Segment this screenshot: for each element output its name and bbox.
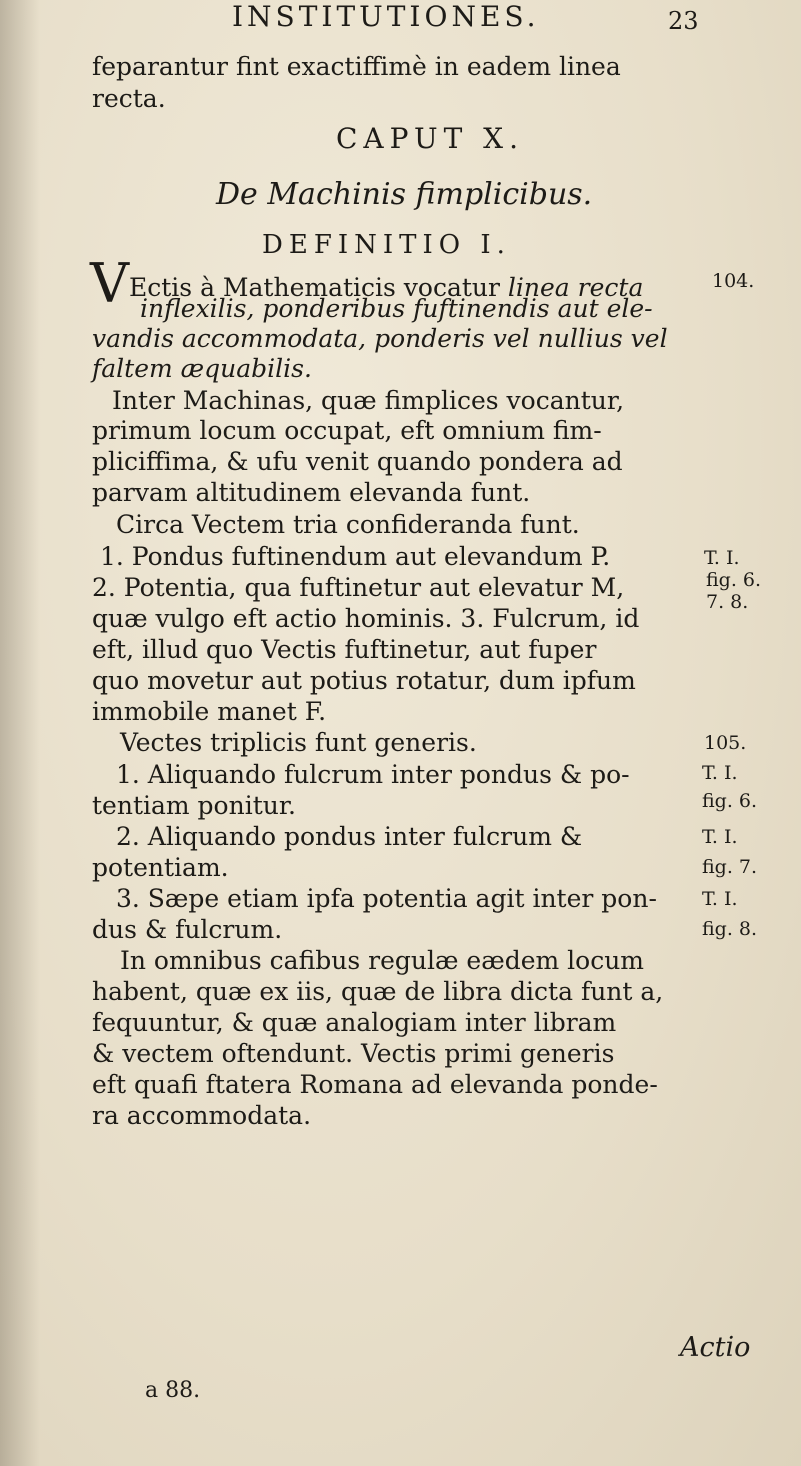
margin-note: T. I. (702, 762, 738, 784)
text-line: 2. Potentia, qua fuftinetur aut elevatur M, (92, 573, 625, 602)
margin-note: 105. (704, 732, 747, 754)
margin-note: fig. 6. (702, 790, 758, 812)
text-line: inflexilis, ponderibus fuftinendis aut ele- (140, 294, 653, 323)
text-line: faltem æquabilis. (92, 354, 312, 383)
text-line: pliciffima, & ufu venit quando pondera ad (92, 447, 623, 476)
text-line: 1. Pondus fuftinendum aut elevandum P. (100, 542, 611, 571)
text-line: quo movetur aut potius rotatur, dum ipfum (92, 666, 636, 695)
page-number: 23 (668, 7, 699, 35)
text-line: Vectes triplicis funt generis. (120, 728, 477, 757)
margin-note: fig. 6. (706, 569, 762, 591)
definition-text: Ectis à Mathematicis vocatur (129, 273, 508, 302)
text-line: potentiam. (92, 853, 229, 882)
text-line: tentiam ponitur. (92, 791, 296, 820)
gutter-shadow (0, 0, 40, 1466)
text-line: eft, illud quo Vectis fuftinetur, aut fuper (92, 635, 597, 664)
text-line: habent, quæ ex iis, quæ de libra dicta funt a, (92, 977, 664, 1006)
definition-term: linea recta (507, 273, 644, 302)
signature-mark: a 88. (145, 1378, 201, 1403)
text-line: Inter Machinas, quæ fimplices vocantur, (112, 386, 625, 415)
text-line: recta. (92, 84, 166, 113)
text-line: parvam altitudinem elevanda funt. (92, 478, 531, 507)
chapter-title: De Machinis fimplicibus. (216, 177, 593, 212)
text-line: feparantur fint exactiffimè in eadem linea (92, 52, 621, 81)
text-line: eft quafi ftatera Romana ad elevanda ponde- (92, 1070, 658, 1099)
text-line: quæ vulgo eft actio hominis. 3. Fulcrum, id (92, 604, 640, 633)
text-line: 2. Aliquando pondus inter fulcrum & (116, 822, 583, 851)
catchword: Actio (680, 1332, 751, 1363)
chapter-heading: CAPUT X. (336, 122, 524, 155)
text-line: vandis accommodata, ponderis vel nullius vel (92, 324, 668, 353)
text-line: dus & fulcrum. (92, 915, 283, 944)
text-line: 1. Aliquando fulcrum inter pondus & po- (116, 760, 630, 789)
definition-heading: DEFINITIO I. (262, 230, 511, 260)
margin-note: T. I. (702, 826, 738, 848)
margin-note: T. I. (702, 888, 738, 910)
text-line: & vectem oftendunt. Vectis primi generis (92, 1039, 615, 1068)
text-line: 3. Sæpe etiam ipfa potentia agit inter pon- (116, 884, 657, 913)
text-line: ra accommodata. (92, 1101, 312, 1130)
margin-note: 104. (712, 270, 755, 292)
text-line: immobile manet F. (92, 697, 327, 726)
text-line: fequuntur, & quæ analogiam inter libram (92, 1008, 617, 1037)
drop-cap: V (90, 252, 129, 315)
text-line: primum locum occupat, eft omnium fim- (92, 416, 602, 445)
margin-note: T. I. (704, 547, 740, 569)
margin-note: fig. 8. (702, 918, 758, 940)
margin-note: fig. 7. (702, 856, 758, 878)
text-line: Circa Vectem tria confideranda funt. (116, 510, 580, 539)
running-head: INSTITUTIONES. (232, 0, 540, 33)
margin-note: 7. 8. (706, 591, 749, 613)
text-line: In omnibus cafibus regulæ eædem locum (120, 946, 645, 975)
